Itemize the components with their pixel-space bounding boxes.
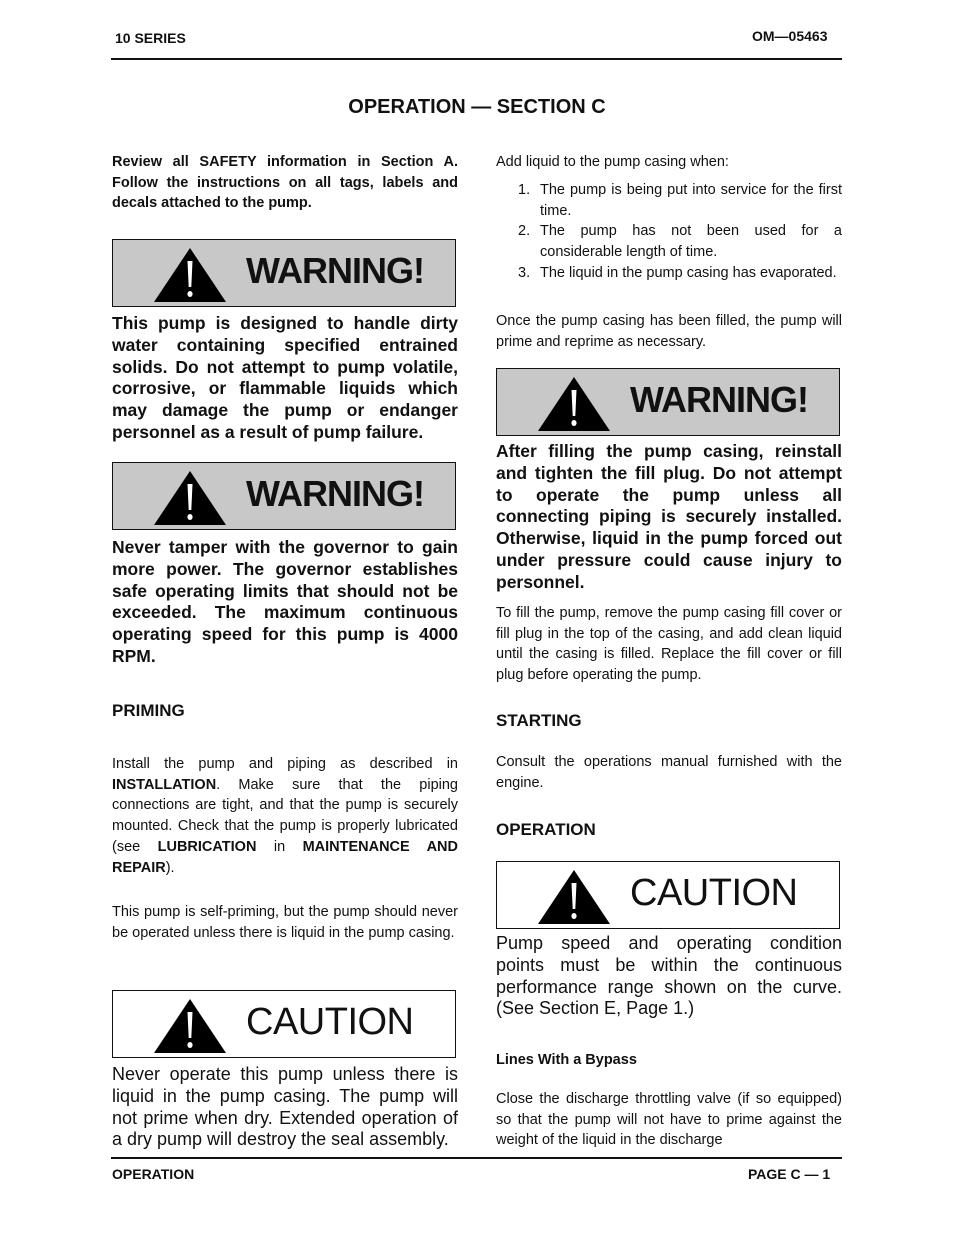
list-item: 2. The pump has not been used for a considerable length of time. (518, 223, 842, 261)
bypass-heading: Lines With a Bypass (496, 1052, 637, 1068)
caution-label: CAUTION (246, 1001, 414, 1043)
starting-heading: STARTING (496, 711, 582, 730)
footer-section: OPERATION (112, 1166, 195, 1182)
once-filled-text: Once the pump casing has been filled, the pump will prime and reprime as necessary. (496, 313, 842, 350)
warning-box-2 (112, 462, 456, 530)
list-item: 1. The pump is being put into service for the first time. (518, 182, 842, 219)
add-liquid-list (496, 180, 842, 284)
warning-box-1 (112, 239, 456, 307)
priming-paragraph-2: This pump is self-priming, but the pump should never be operated unless there is liquid in the pump casing. (112, 904, 458, 941)
priming-paragraph-1: Install the pump and piping as described in INSTALLATION. Make sure that the piping connections are tight, and that the pump is securely mounted. Check that the pump is properly lubricated (see LUBRICATION in MAINTENANCE AND REPAIR). (112, 756, 458, 876)
page-title: OPERATION — SECTION C (348, 96, 606, 118)
starting-text: Consult the operations manual furnished with the engine. (496, 754, 842, 791)
caution-box-1 (112, 990, 456, 1058)
footer-page-number: PAGE C — 1 (748, 1166, 831, 1182)
warning-label: WARNING! (246, 473, 424, 514)
warning-triangle-icon (153, 470, 227, 526)
priming-heading: PRIMING (112, 701, 185, 720)
add-liquid-intro: Add liquid to the pump casing when: (496, 154, 729, 170)
warning-1-text: This pump is designed to handle dirty water containing specified entrained solids. Do not attempt to pump volatile, corrosive, or flammable liquids which may damage the pump or endanger personnel as a result of pump failure. (112, 313, 458, 442)
warning-3-text: After filling the pump casing, reinstall and tighten the fill plug. Do not attempt to operate the pump unless all connecting piping is securely installed. Otherwise, liquid in the pump forced out under pressure could cause injury to personnel. (496, 441, 842, 592)
warning-triangle-icon (537, 376, 611, 432)
warning-triangle-icon (153, 998, 227, 1054)
header-rule (111, 58, 842, 60)
list-item: 3. The liquid in the pump casing has evaporated. (518, 264, 837, 281)
caution-label: CAUTION (630, 872, 798, 914)
fill-instructions: To fill the pump, remove the pump casing fill cover or fill plug in the top of the casing, and add clean liquid until the casing is filled. Replace the fill cover or fill plug before operating the pump. (496, 605, 842, 684)
caution-box-2 (496, 861, 840, 929)
footer-rule (111, 1157, 842, 1159)
warning-2-text: Never tamper with the governor to gain more power. The governor establishes safe operating limits that should not be exceeded. The maximum continuous operating speed for this pump is 4000 RPM. (112, 537, 458, 666)
warning-triangle-icon (153, 247, 227, 303)
caution-1-text: Never operate this pump unless there is liquid in the pump casing. The pump will not prime when dry. Extended operation of a dry pump will destroy the seal assembly. (112, 1064, 458, 1150)
operation-heading: OPERATION (496, 820, 596, 839)
warning-label: WARNING! (630, 379, 808, 420)
caution-2-text: Pump speed and operating condition points must be within the continuous performance range shown on the curve. (See Section E, Page 1.) (496, 933, 842, 1019)
bypass-text: Close the discharge throttling valve (if so equipped) so that the pump will not have to prime against the weight of the liquid in the discharge (496, 1091, 842, 1149)
warning-triangle-icon (537, 869, 611, 925)
warning-box-3 (496, 368, 840, 436)
header-doc-number: OM—05463 (752, 28, 828, 44)
warning-label: WARNING! (246, 250, 424, 291)
safety-intro: Review all SAFETY information in Section A. Follow the instructions on all tags, labels and decals attached to the pump. (112, 154, 458, 212)
header-series: 10 SERIES (115, 30, 186, 46)
